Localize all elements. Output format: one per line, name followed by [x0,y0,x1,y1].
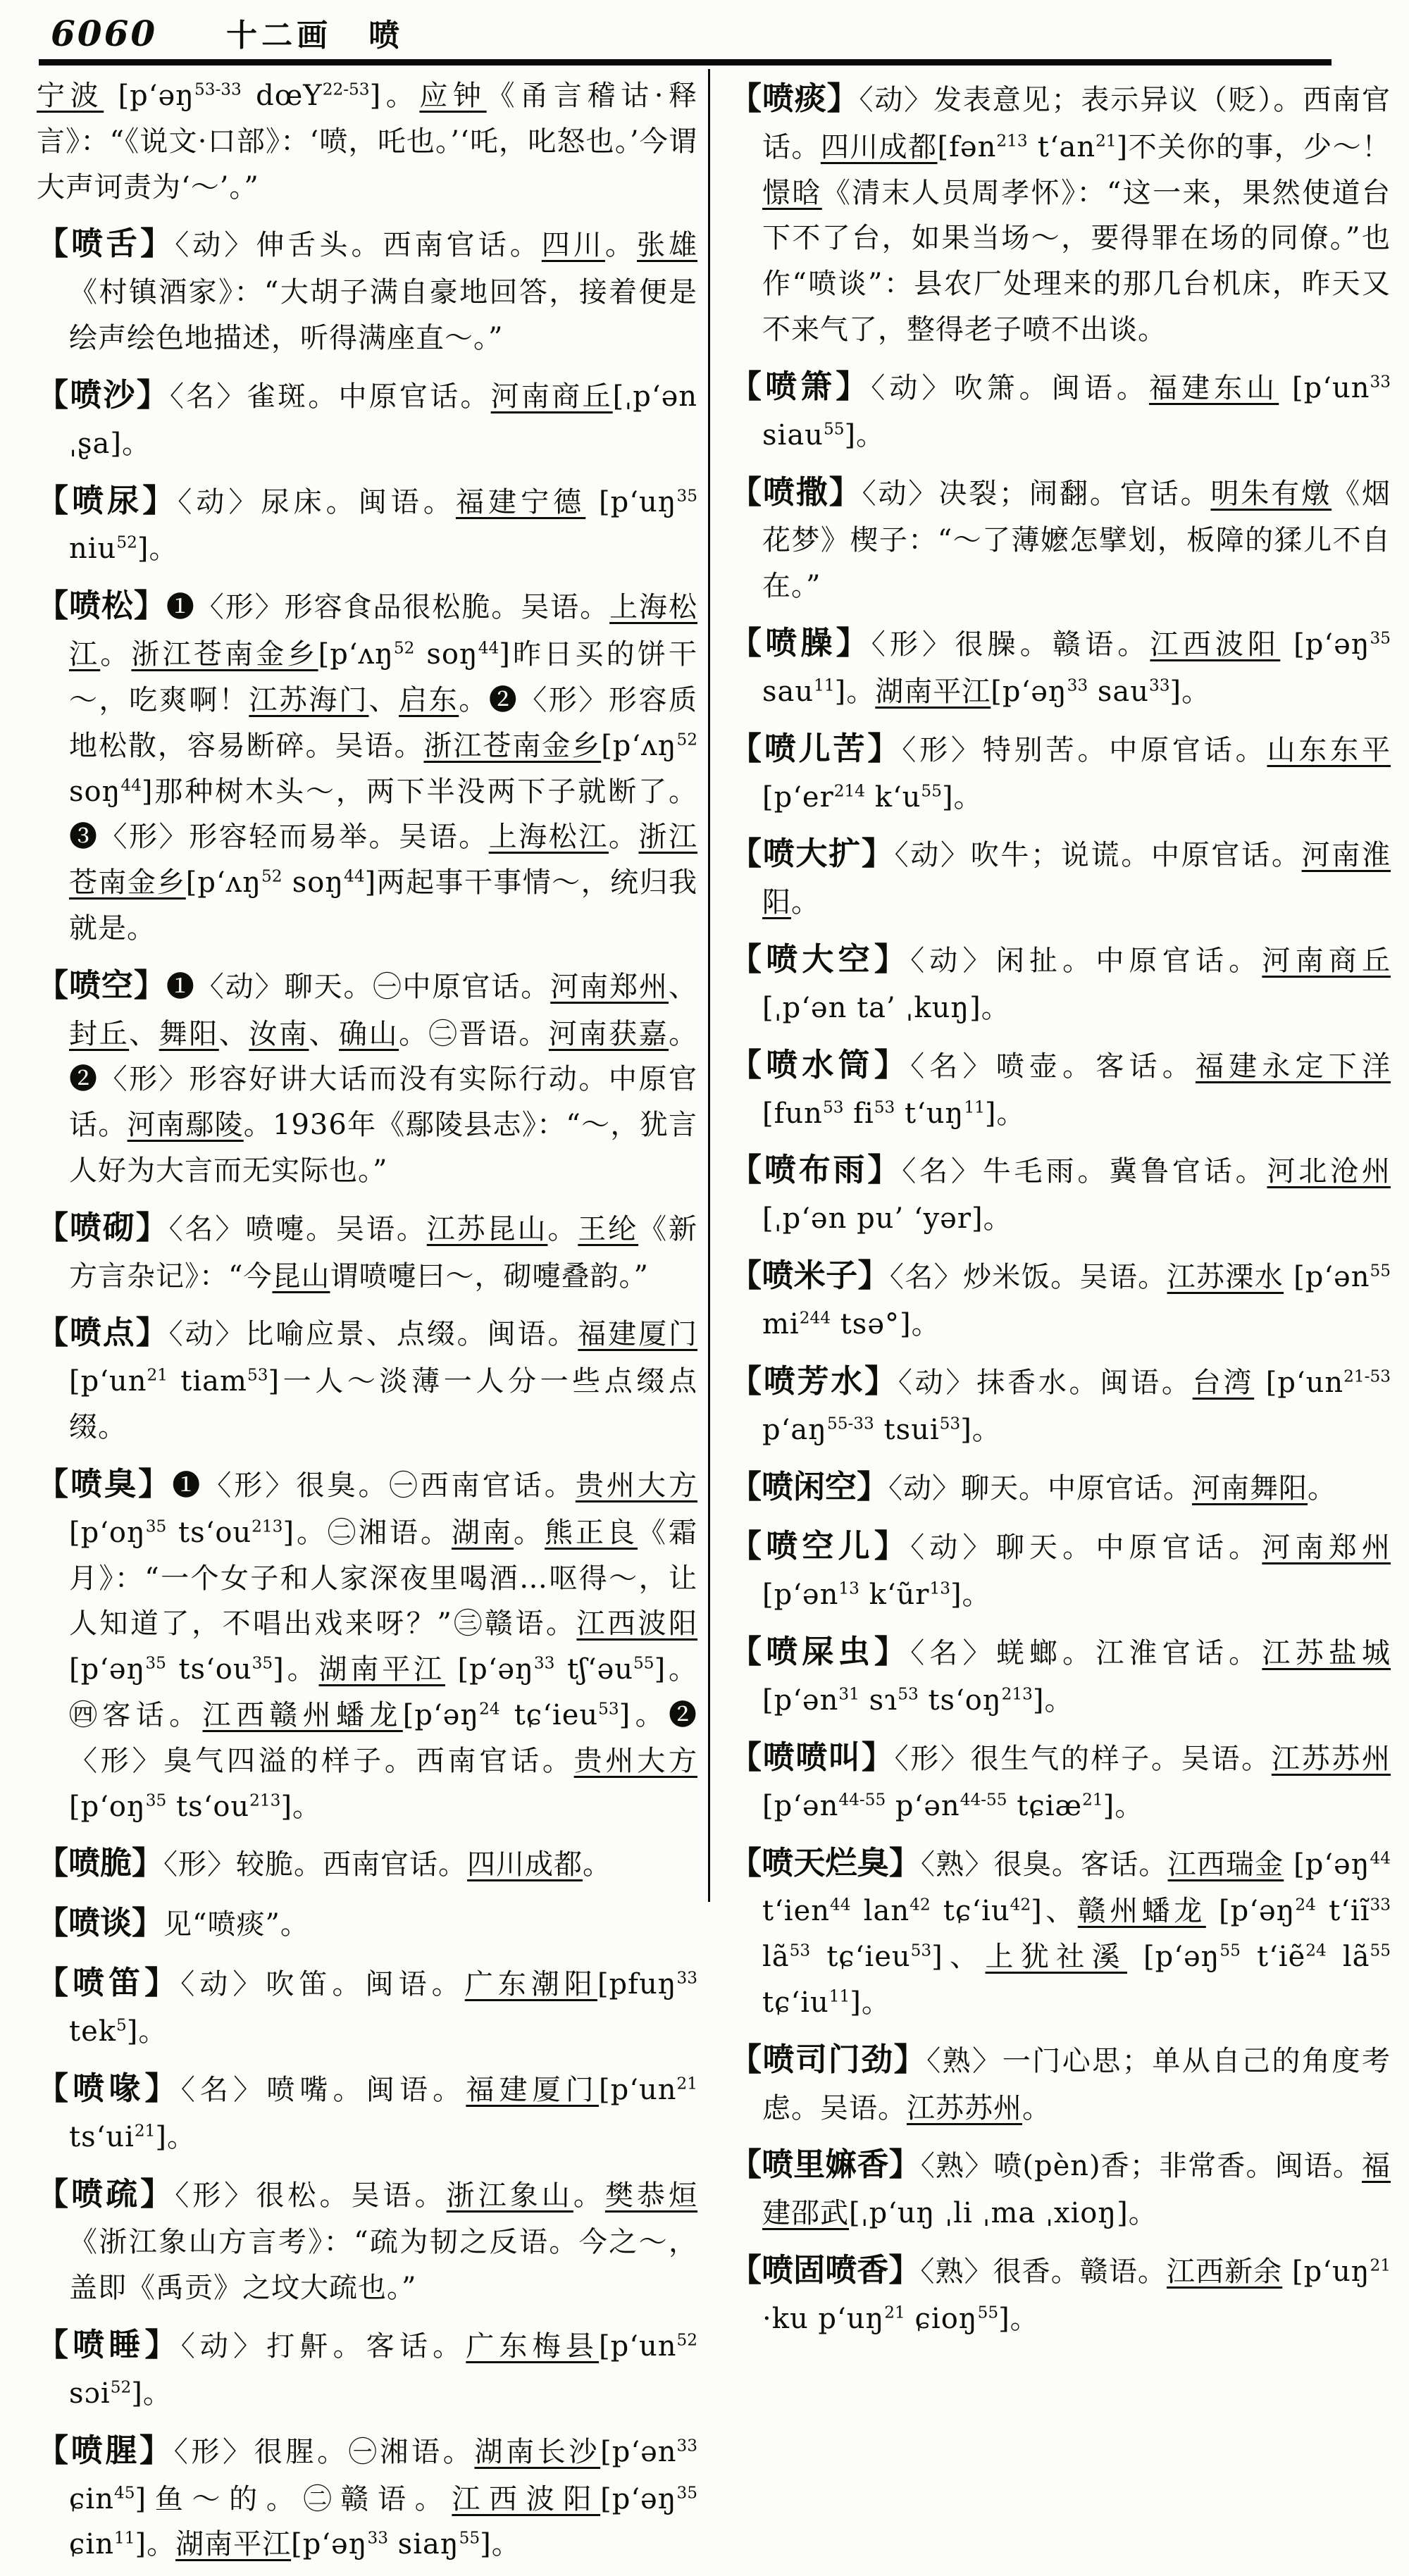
entry-body: 〈动〉伸舌头。西南官话。四川。张雄《村镇酒家》：“大胡子满自豪地回答，接着便是绘声绘色地描述，听得满座直～。” [69,229,698,355]
entry-body: 见“喷痰”。 [163,1908,309,1941]
entry-body: 〈名〉炒米饭。吴语。江苏溧水 [p‘ən$^{55}$ $mi^{244}$ tsə°]。 [762,1261,1391,1341]
left-column [37,73,697,2576]
dict-entry [37,1958,697,2055]
entry-headword: 【喷布雨】 [730,1151,902,1189]
entry-body: 〈名〉喷嘴。闽语。福建厦门[$p‘un^{21}$ $ts‘ui^{21}$]。 [69,2073,698,2153]
dict-entry [37,1459,697,1829]
entry-headword: 【喷撒】 [730,473,862,511]
entry-headword: 【喷儿苦】 [730,729,902,767]
entry-body: ❶〈形〉很臭。㊀西南官话。贵州大方 [$p‘oŋ^{35}$ $ts‘ou^{213}$]。㊁湘语。湖南。熊正良《霜月》：“一个女子和人家深夜里喝酒…呕得～，让人知道了，不唱出戏来呀？”㊂赣语。江西波阳 [p‘əŋ$^{35}$ $ts‘ou^{35}$]。湖南平江 [p‘əŋ$^{33}$ tʃ‘əu$^{55}$]。㊃客话。江西赣州蟠龙[p‘əŋ$^{24}$ tɕ‘ieu$^{53}$]。❷〈形〉臭气四溢的样子。西南官话。贵州大方[$p‘oŋ^{35}$ $ts‘ou^{213}$]。 [69,1469,698,1823]
dict-entry [730,1040,1391,1137]
entry-body: 〈形〉较脆。西南官话。四川成都。 [163,1848,612,1881]
entry-body: 〈形〉特别苦。中原官话。山东东平 [$p‘er^{214}$ $k‘u^{55}$]。 [762,733,1391,814]
dict-entry [730,1732,1391,1829]
entry-body: 宁波 [p‘əŋ$^{53-33}$ dœY$^{22-53}$]。应钟《甬言稽诂·释言》：“《说文·口部》：‘喷，吒也。’‘吒，叱怒也。’今谓大声诃责为‘～’。” [37,80,698,204]
dict-entry [37,2425,697,2568]
dict-entry [730,618,1391,715]
entry-body: 〈熟〉喷(pèn)香；非常香。闽语。福建邵武[ˌp‘uŋ ˌli ˌma ˌxioŋ]。 [762,2150,1391,2230]
entry-body: 〈动〉决裂；闹翻。官话。明朱有燉《烟花梦》楔子：“～了薄嬷怎擘划，板障的猱儿不自在。” [762,477,1391,603]
entry-headword: 【喷谈】 [37,1904,164,1942]
entry-headword: 【喷尿】 [37,481,178,519]
entry-body: ❶〈形〉形容食品很松脆。吴语。上海松江。浙江苍南金乡[p‘ʌŋ$^{52}$ soŋ$^{44}$]昨日买的饼干～，吃爽啊！江苏海门、启东。❷〈形〉形容质地松散，容易断碎。吴语。浙江苍南金乡[p‘ʌŋ$^{52}$ soŋ$^{44}$]那种树木头～，两下半没两下子就断了。❸〈形〉形容轻而易举。吴语。上海松江。浙江苍南金乡[p‘ʌŋ$^{52}$ soŋ$^{44}$]两起事干事情～，统归我就是。 [69,591,698,945]
dict-entry [730,1356,1391,1453]
entry-body: 〈动〉聊天。中原官话。河南郑州 [p‘ən$^{13}$ $k‘ũr^{13}$]。 [762,1531,1391,1612]
header-rule [39,59,1332,66]
entry-headword: 【喷大扩】 [730,835,895,873]
entry-body: 〈形〉很生气的样子。吴语。江苏苏州[p‘ən$^{44-55}$ p‘ən$^{44-55}$ tɕiæ$^{21}$]。 [762,1742,1391,1822]
entry-body: 〈动〉比喻应景、点缀。闽语。福建厦门 [$p‘un^{21}$ tiam$^{53}$]一人～淡薄一人分一些点缀点缀。 [69,1318,698,1444]
entry-headword: 【喷沙】 [37,375,170,413]
page-number: 6060 [51,13,158,54]
entry-body: 〈名〉牛毛雨。冀鲁官话。河北沧州 [ˌp‘ən pu’ ‘yər]。 [762,1155,1391,1236]
entry-headword: 【喷屎虫】 [730,1633,911,1671]
entry-headword: 【喷点】 [37,1314,169,1352]
entry-headword: 【喷固喷香】 [730,2251,921,2289]
entry-body: 〈名〉蜣螂。江淮官话。江苏盐城 [p‘ən$^{31}$ sɿ$^{53}$ $ts‘oŋ^{213}$]。 [762,1637,1391,1717]
dict-entry [730,1626,1391,1724]
dict-entry [37,2320,697,2417]
entry-body: 〈名〉雀斑。中原官话。河南商丘[ˌp‘ən ˌʂa]。 [69,380,698,460]
entry-headword: 【喷天烂臭】 [730,1843,921,1881]
entry-body: 〈形〉很腥。㊀湘语。湖南长沙[p‘ən$^{33}$ ɕin$^{45}$]鱼～的。㊁赣语。江西波阳[p‘əŋ$^{35}$ ɕin$^{11}$]。湖南平江[p‘əŋ$^{33}$ siaŋ$^{55}$]。 [69,2435,698,2561]
dict-entry [37,2169,697,2311]
entry-headword: 【喷笛】 [37,1964,181,2002]
entry-body: 〈动〉闲扯。中原官话。河南商丘 [ˌp‘ən ta’ ˌkuŋ]。 [762,945,1391,1024]
entry-headword: 【喷痰】 [730,80,859,117]
dict-entry [730,934,1391,1031]
entry-headword: 【喷喙】 [37,2069,181,2107]
entry-headword: 【喷舌】 [37,225,175,263]
dict-entry [730,1838,1391,2026]
entry-headword: 【喷砌】 [37,1208,169,1246]
dict-entry [37,218,697,361]
entry-headword: 【喷芳水】 [730,1362,898,1400]
entry-headword: 【喷水筒】 [730,1045,911,1083]
page-header [51,10,399,55]
stroke-section-label: 十二画 [226,18,333,54]
dict-entry-continuation [37,73,697,210]
entry-body: 〈动〉吹笛。闽语。广东潮阳[pfuŋ$^{33}$ tek$^5$]。 [69,1968,697,2048]
entry-headword: 【喷闲空】 [730,1467,889,1505]
dict-entry [730,1462,1391,1513]
entry-body: 〈动〉打鼾。客话。广东梅县[$p‘un^{52}$ sɔi$^{52}$]。 [69,2330,698,2410]
entry-body: ❶〈动〉聊天。㊀中原官话。河南郑州、封丘、舞阳、汝南、确山。㊁晋语。河南获嘉。❷〈形〉形容好讲大话而没有实际行动。中原官话。河南鄢陵。1936年《鄢陵县志》：“～，犹言人好为大言而无实际也。” [69,970,698,1187]
dict-entry [37,475,697,573]
entry-headword: 【喷米子】 [730,1257,890,1295]
dict-entry [730,2034,1391,2132]
entry-headword: 【喷睡】 [37,2326,181,2364]
entry-body: 〈动〉聊天。中原官话。河南舞阳。 [888,1471,1337,1505]
dict-entry [37,1838,697,1889]
entry-body: 〈熟〉很香。赣语。江西新余 [$p‘uŋ^{21} \cdot ku$ $p‘uŋ^{21}$ ɕioŋ$^{55}$]。 [762,2255,1391,2336]
dict-entry [730,828,1391,926]
entry-body: 〈熟〉很臭。客话。江西瑞金 [p‘əŋ$^{44}$ t‘ien$^{44}$ lan$^{42}$ $tɕ‘iu^{42}$]、赣州蟠龙 [p‘əŋ$^{24}$ $t‘iĩ^{33}$ $lã^{53}$ tɕ‘ieu$^{53}$]、上犹社溪 [p‘əŋ$^{55}$ t‘iẽ$^{24}$ $lã^{55}$ $tɕ‘iu^{11}$]。 [762,1848,1391,2019]
dict-entry [730,361,1391,459]
dict-entry [730,73,1391,353]
dict-entry [37,2063,697,2160]
dict-entry [730,1521,1391,1618]
entry-headword: 【喷司门劲】 [730,2040,927,2078]
dict-entry [37,370,697,467]
entry-body: 〈动〉抹香水。闽语。台湾 [$p‘un^{21-53}$ $p‘aŋ^{55-33}$ tsui$^{53}$]。 [762,1366,1391,1446]
entry-body: 〈动〉吹牛；说谎。中原官话。河南淮阳。 [762,839,1391,919]
dict-entry [730,2245,1391,2342]
dict-entry [730,467,1391,609]
radical-character: 喷 [368,18,400,54]
entry-headword: 【喷臊】 [730,624,871,662]
entry-body: 〈形〉很松。吴语。浙江象山。樊恭烜《浙江象山方言考》：“疏为韧之反语。今之～，盖即《禹贡》之坟大疏也。” [69,2179,698,2305]
entry-headword: 【喷里嫲香】 [730,2146,921,2184]
dict-entry [730,1145,1391,1242]
entry-headword: 【喷脆】 [37,1844,164,1882]
dict-entry [37,1202,697,1300]
dict-entry [37,1898,697,1949]
entry-headword: 【喷空儿】 [730,1527,911,1565]
entry-body: 〈名〉喷嚏。吴语。江苏昆山。王纶《新方言杂记》：“今昆山谓喷嚏曰～，砌嚏叠韵。” [69,1212,698,1293]
entry-body: 〈名〉喷壶。客话。福建永定下洋 [fun$^{53}$ $fi^{53}$ $t‘uŋ^{11}$]。 [762,1050,1391,1130]
column-divider [708,69,710,1902]
dict-entry [730,723,1391,821]
entry-headword: 【喷松】 [37,587,166,625]
dict-entry [730,1250,1391,1348]
entry-headword: 【喷空】 [37,966,166,1004]
dict-entry [730,2139,1391,2236]
dict-entry [37,580,697,951]
entry-headword: 【喷臭】 [37,1464,173,1502]
entry-body: 〈动〉发表意见；表示异议（贬）。西南官话。四川成都[fən$^{213}$ $t‘an^{21}$]不关你的事，少～！憬晗《清末人员周孝怀》：“这一来，果然使道台下不了台，如果当场～，要得罪在场的同僚。”也作“喷谈”：县农厂处理来的那几台机床，昨天又不来气了，整得老子喷不出谈。 [762,84,1391,347]
entry-headword: 【喷箫】 [730,367,871,405]
dict-entry [37,960,697,1194]
right-column [730,73,1391,2351]
entry-body: 〈动〉尿床。闽语。福建宁德 [$p‘uŋ^{35}$ niu$^{52}$]。 [69,485,698,566]
dict-entry [37,1307,697,1450]
entry-headword: 【喷喷叫】 [730,1738,895,1776]
entry-headword: 【喷大空】 [730,940,911,978]
entry-headword: 【喷疏】 [37,2174,175,2213]
entry-body: 〈动〉吹箫。闽语。福建东山 [$p‘un^{33}$ siau$^{55}$]。 [762,371,1391,452]
entry-body: 〈熟〉一门心思；单从自己的角度考虑。吴语。江苏苏州。 [762,2044,1391,2124]
entry-body: 〈形〉很臊。赣语。江西波阳 [p‘əŋ$^{35}$ sau$^{11}$]。湖南平江[p‘əŋ$^{33}$ sau$^{33}$]。 [762,628,1391,708]
entry-headword: 【喷腥】 [37,2431,174,2469]
